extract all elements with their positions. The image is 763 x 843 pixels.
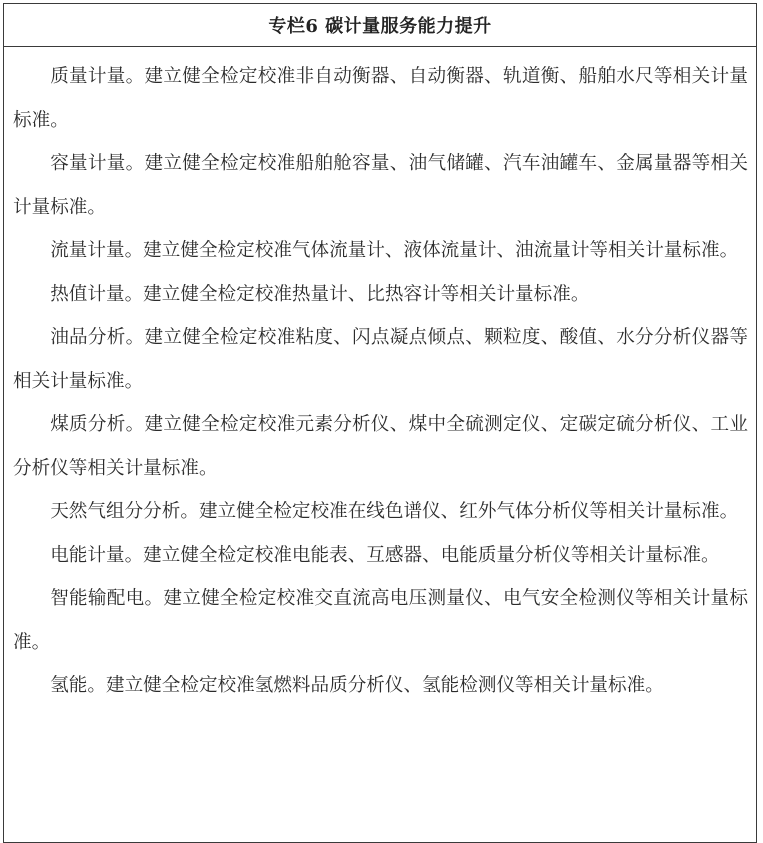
paragraph-oil-analysis: 油品分析。建立健全检定校准粘度、闪点凝点倾点、颗粒度、酸值、水分分析仪器等相关计量标准。	[13, 327, 748, 392]
paragraph-natural-gas-analysis: 天然气组分分析。建立健全检定校准在线色谱仪、红外气体分析仪等相关计量标准。	[50, 501, 739, 522]
paragraph-hydrogen-energy: 氢能。建立健全检定校准氢燃料品质分析仪、氢能检测仪等相关计量标准。	[50, 675, 664, 696]
paragraph-volume-metrology: 容量计量。建立健全检定校准船舶舱容量、油气储罐、汽车油罐车、金属量器等相关计量标准。	[13, 153, 748, 218]
paragraph-smart-power-distribution: 智能输配电。建立健全检定校准交直流高电压测量仪、电气安全检测仪等相关计量标准。	[13, 588, 748, 653]
paragraph-flow-metrology: 流量计量。建立健全检定校准气体流量计、液体流量计、油流量计等相关计量标准。	[50, 240, 739, 261]
column-content	[4, 47, 756, 708]
column-box	[3, 3, 757, 843]
paragraph-electric-energy-metrology: 电能计量。建立健全检定校准电能表、互感器、电能质量分析仪等相关计量标准。	[50, 544, 720, 566]
paragraph-mass-metrology: 质量计量。建立健全检定校准非自动衡器、自动衡器、轨道衡、船舶水尺等相关计量标准。	[13, 66, 748, 131]
paragraph-coal-analysis: 煤质分析。建立健全检定校准元素分析仪、煤中全硫测定仪、定碳定硫分析仪、工业分析仪等相关计量标准。	[13, 414, 748, 479]
column-title: 专栏6 碳计量服务能力提升	[4, 4, 756, 47]
paragraph-calorific-metrology: 热值计量。建立健全检定校准热量计、比热容计等相关计量标准。	[50, 283, 590, 305]
